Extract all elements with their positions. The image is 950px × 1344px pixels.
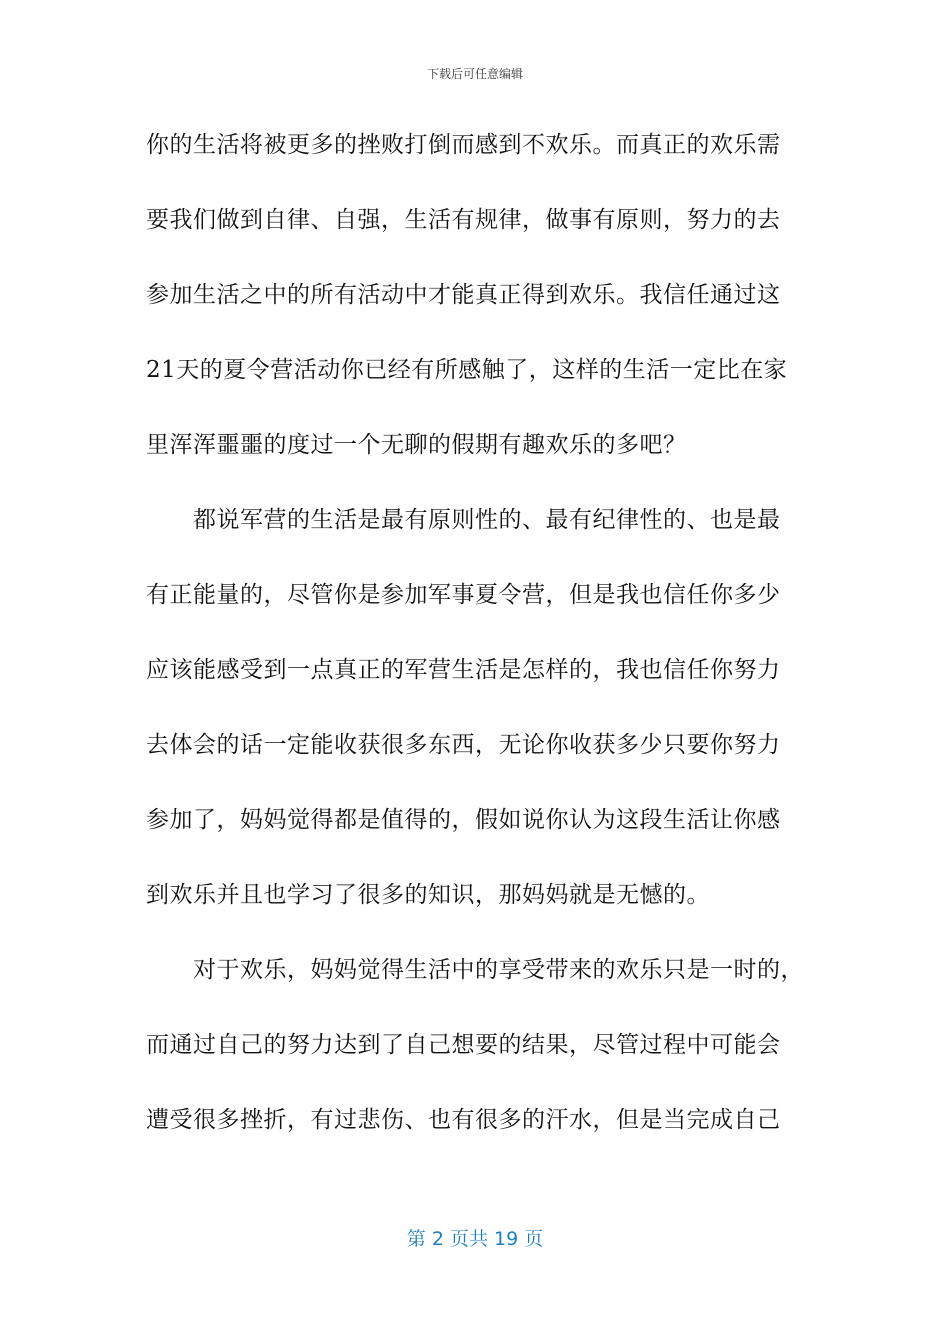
text-line-paragraph-start: 都说军营的生活是最有原则性的、最有纪律性的、也是最 [193,507,781,533]
document-body [146,124,806,1174]
text-line: 参加生活之中的所有活动中才能真正得到欢乐。我信任通过这 [146,282,781,308]
text-line: 到欢乐并且也学习了很多的知识，那妈妈就是无憾的。 [146,882,710,908]
text-line: 你的生活将被更多的挫败打倒而感到不欢乐。而真正的欢乐需 [146,132,781,158]
page-header-note: 下载后可任意编辑 [426,67,523,81]
text-line: 应该能感受到一点真正的军营生活是怎样的，我也信任你努力 [146,657,781,683]
text-line: 有正能量的，尽管你是参加军事夏令营，但是我也信任你多少 [146,582,781,608]
text-line: 参加了，妈妈觉得都是值得的，假如说你认为这段生活让你感 [146,807,781,833]
text-line: 去体会的话一定能收获很多东西，无论你收获多少只要你努力 [146,732,781,758]
text-line: 遭受很多挫折，有过悲伤、也有很多的汗水，但是当完成自己 [146,1107,781,1133]
page-number-footer: 第 2 页共 19 页 [406,1228,544,1250]
text-line: 21天的夏令营活动你已经有所感触了，这样的生活一定比在家 [146,357,788,383]
text-line-paragraph-start: 对于欢乐，妈妈觉得生活中的享受带来的欢乐只是一时的， [193,957,804,983]
text-line: 里浑浑噩噩的度过一个无聊的假期有趣欢乐的多吧？ [146,432,687,458]
text-line: 要我们做到自律、自强，生活有规律，做事有原则，努力的去 [146,207,781,233]
text-line: 而通过自己的努力达到了自己想要的结果，尽管过程中可能会 [146,1032,781,1058]
